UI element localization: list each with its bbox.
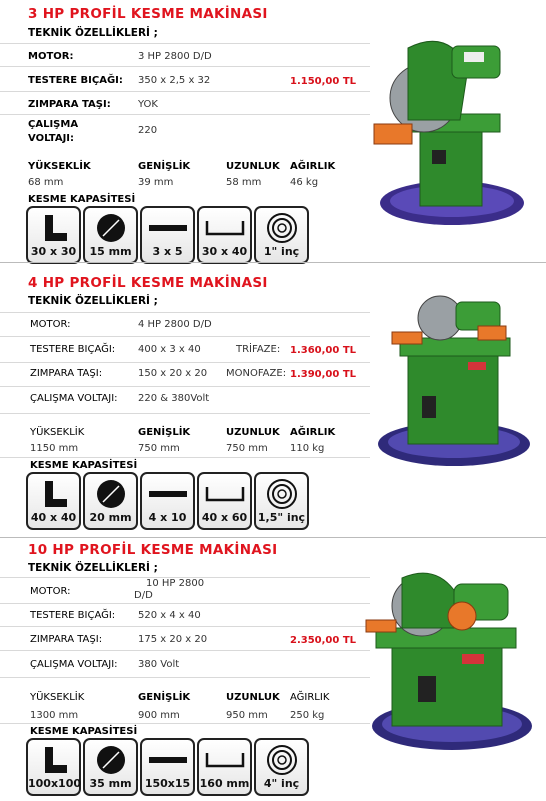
- length-label: UZUNLUK: [226, 427, 280, 438]
- price: 2.350,00 TL: [290, 635, 357, 646]
- u-channel-icon: [199, 478, 250, 510]
- length-value: 58 mm: [226, 177, 262, 188]
- specs-heading: TEKNİK ÖZELLİKLERİ ;: [28, 27, 158, 39]
- height-label: YÜKSEKLİK: [30, 692, 85, 703]
- price: 1.150,00 TL: [290, 76, 357, 87]
- capacity-label: 40 x 40: [30, 511, 77, 524]
- capacity-row: [26, 472, 309, 530]
- product-title: 4 HP PROFİL KESME MAKİNASI: [28, 275, 268, 291]
- capacity-tile: [83, 738, 138, 796]
- motor-label: MOTOR:: [28, 51, 74, 62]
- pipe-icon: [256, 744, 307, 776]
- voltage-label: ÇALIŞMA VOLTAJI:: [28, 119, 79, 144]
- angle-profile-icon: [28, 212, 79, 244]
- weight-value: 110 kg: [290, 443, 325, 454]
- motor-value: 4 HP 2800 D/D: [138, 319, 212, 330]
- blade-value: 400 x 3 x 40: [138, 344, 201, 355]
- capacity-row: [26, 738, 309, 796]
- grind-stone-value: YOK: [138, 99, 158, 110]
- height-value: 68 mm: [28, 177, 64, 188]
- capacity-tile: [83, 472, 138, 530]
- machine-section-10hp: [0, 538, 546, 801]
- height-label: YÜKSEKLİK: [30, 427, 85, 438]
- height-value: 1150 mm: [30, 443, 79, 454]
- capacity-tile: [140, 472, 195, 530]
- monofaze-price: 1.390,00 TL: [290, 369, 357, 380]
- blade-value: 520 x 4 x 40: [138, 610, 201, 621]
- capacity-heading: KESME KAPASİTESİ: [30, 726, 138, 737]
- u-channel-icon: [199, 744, 250, 776]
- round-bar-icon: [85, 212, 136, 244]
- capacity-tile: [197, 472, 252, 530]
- voltage-label: ÇALIŞMA VOLTAJI:: [30, 659, 118, 670]
- capacity-label: 3 x 5: [152, 245, 183, 258]
- capacity-label: 40 x 60: [201, 511, 248, 524]
- motor-value: 10 HP 2800: [146, 578, 205, 589]
- weight-label: AĞIRLIK: [290, 692, 330, 703]
- grind-stone-value: 150 x 20 x 20: [138, 368, 208, 379]
- pipe-icon: [256, 478, 307, 510]
- machine-section-4hp: [0, 268, 546, 536]
- capacity-tile: [83, 206, 138, 264]
- blade-label: TESTERE BIÇAĞI:: [30, 344, 116, 355]
- width-value: 750 mm: [138, 443, 180, 454]
- capacity-tile: [254, 206, 309, 264]
- voltage-value: 220 & 380Volt: [138, 393, 210, 404]
- blade-value: 350 x 2,5 x 32: [138, 75, 211, 86]
- length-value: 750 mm: [226, 443, 268, 454]
- capacity-tile: [26, 472, 81, 530]
- trifaze-label: TRİFAZE:: [236, 344, 281, 355]
- width-label: GENİŞLİK: [138, 427, 191, 438]
- capacity-label: 4 x 10: [148, 511, 187, 524]
- motor-label: MOTOR:: [30, 586, 71, 597]
- capacity-label: 160 mm: [199, 777, 250, 790]
- blade-label: TESTERE BIÇAĞI:: [28, 75, 123, 86]
- blade-label: TESTERE BIÇAĞI:: [30, 610, 116, 621]
- capacity-tile: [254, 738, 309, 796]
- capacity-heading: KESME KAPASİTESİ: [30, 460, 138, 471]
- grind-stone-value: 175 x 20 x 20: [138, 634, 208, 645]
- machine-image-3hp: [368, 28, 528, 228]
- capacity-label: 20 mm: [89, 511, 132, 524]
- height-value: 1300 mm: [30, 710, 79, 721]
- round-bar-icon: [85, 744, 136, 776]
- width-label: GENİŞLİK: [138, 692, 191, 703]
- grind-stone-label: ZIMPARA TAŞI:: [28, 99, 111, 110]
- length-value: 950 mm: [226, 710, 268, 721]
- capacity-label: 35 mm: [89, 777, 132, 790]
- machine-image-4hp: [370, 292, 530, 472]
- weight-label: AĞIRLIK: [290, 161, 336, 172]
- length-label: UZUNLUK: [226, 692, 280, 703]
- capacity-tile: [26, 738, 81, 796]
- machine-section-3hp: [0, 0, 546, 262]
- weight-value: 250 kg: [290, 710, 325, 721]
- height-label: YÜKSEKLİK: [28, 161, 91, 172]
- capacity-tile: [140, 206, 195, 264]
- capacity-tile: [254, 472, 309, 530]
- motor-value-unit: D/D: [134, 590, 153, 601]
- capacity-label: 30 x 40: [201, 245, 248, 258]
- product-title: 10 HP PROFİL KESME MAKİNASI: [28, 542, 278, 558]
- capacity-label: 1,5" inç: [257, 511, 306, 524]
- motor-label: MOTOR:: [30, 319, 71, 330]
- pipe-icon: [256, 212, 307, 244]
- u-channel-icon: [199, 212, 250, 244]
- flat-bar-icon: [142, 212, 193, 244]
- product-title: 3 HP PROFİL KESME MAKİNASI: [28, 6, 268, 22]
- angle-profile-icon: [28, 478, 79, 510]
- weight-value: 46 kg: [290, 177, 319, 188]
- specs-heading: TEKNİK ÖZELLİKLERİ ;: [28, 295, 158, 307]
- length-label: UZUNLUK: [226, 161, 280, 172]
- grind-stone-label: ZIMPARA TAŞI:: [30, 634, 103, 645]
- capacity-label: 100x100: [28, 777, 82, 790]
- capacity-heading: KESME KAPASİTESİ: [28, 194, 136, 205]
- width-value: 900 mm: [138, 710, 180, 721]
- flat-bar-icon: [142, 478, 193, 510]
- width-value: 39 mm: [138, 177, 174, 188]
- voltage-label: ÇALIŞMA VOLTAJI:: [30, 393, 118, 404]
- capacity-label: 150x15: [144, 777, 191, 790]
- capacity-label: 15 mm: [89, 245, 132, 258]
- capacity-tile: [140, 738, 195, 796]
- trifaze-price: 1.360,00 TL: [290, 345, 357, 356]
- flat-bar-icon: [142, 744, 193, 776]
- machine-image-10hp: [362, 566, 534, 756]
- capacity-label: 1" inç: [263, 245, 300, 258]
- voltage-value: 220: [138, 125, 158, 136]
- voltage-value: 380 Volt: [138, 659, 180, 670]
- capacity-tile: [26, 206, 81, 264]
- capacity-row: [26, 206, 309, 264]
- width-label: GENİŞLİK: [138, 161, 191, 172]
- capacity-label: 30 x 30: [30, 245, 77, 258]
- capacity-label: 4" inç: [263, 777, 300, 790]
- monofaze-label: MONOFAZE:: [226, 368, 287, 379]
- motor-value: 3 HP 2800 D/D: [138, 51, 212, 62]
- round-bar-icon: [85, 478, 136, 510]
- weight-label: AĞIRLIK: [290, 427, 336, 438]
- specs-heading: TEKNİK ÖZELLİKLERİ ;: [28, 562, 158, 574]
- capacity-tile: [197, 206, 252, 264]
- capacity-tile: [197, 738, 252, 796]
- grind-stone-label: ZIMPARA TAŞI:: [30, 368, 103, 379]
- angle-profile-icon: [28, 744, 79, 776]
